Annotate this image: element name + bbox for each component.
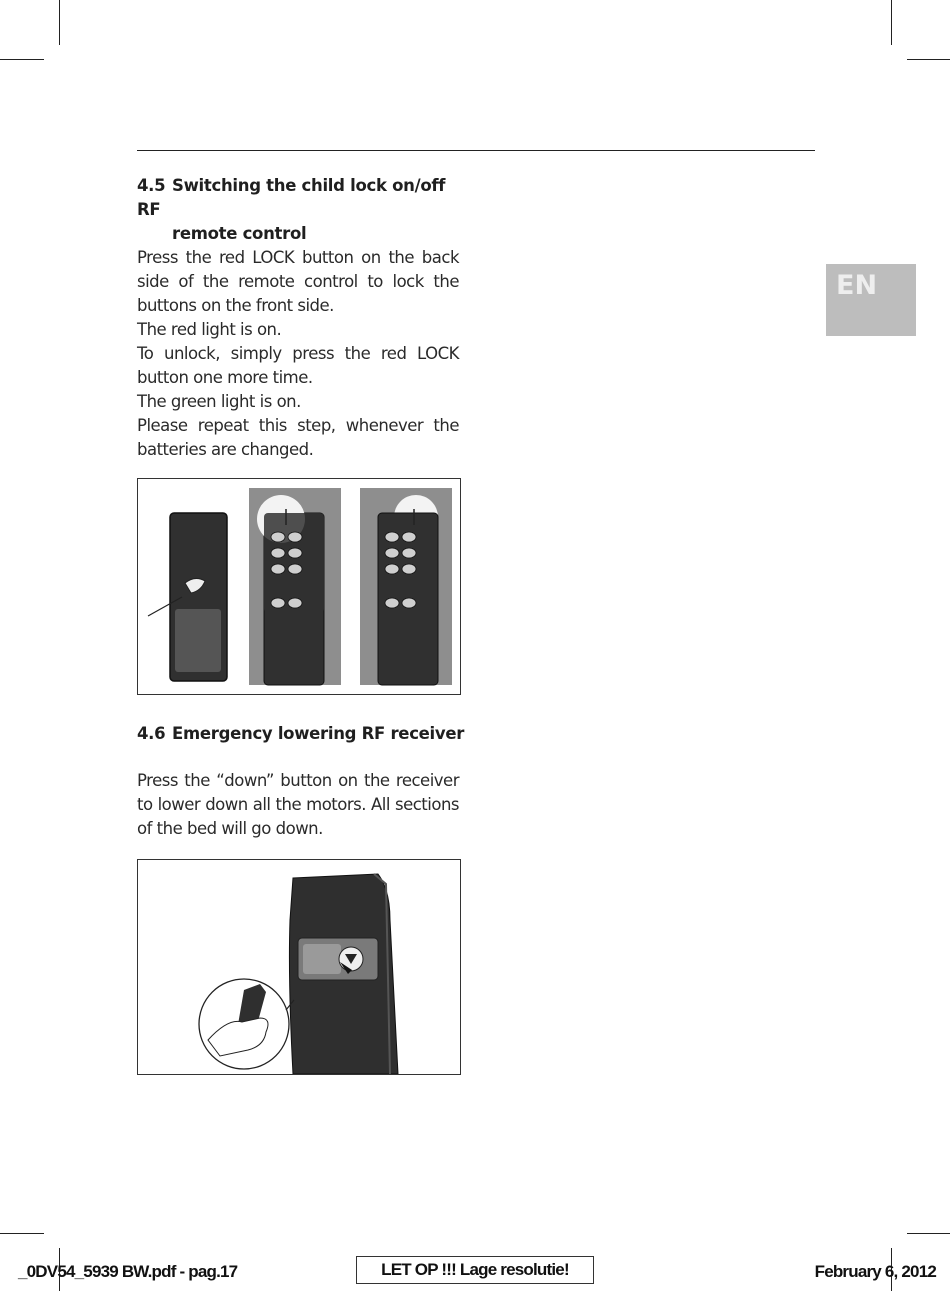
language-tab — [826, 264, 916, 336]
section-46-paragraph: Press the “down” button on the receiver to lower down all the motors. All sections of the bed will go down. — [137, 771, 459, 838]
crop-mark-bottom-left-h — [0, 1233, 44, 1234]
section-45-paragraph: Press the red LOCK button on the back side of the remote control to lock the buttons on the front side. — [137, 248, 459, 315]
receiver-icon — [289, 874, 398, 1074]
top-rule — [137, 150, 815, 151]
hand-pressing-icon — [199, 979, 294, 1069]
section-45-paragraph: The green light is on. — [137, 392, 301, 411]
footer-resolution-warning: LET OP !!! Lage resolutie! — [356, 1256, 594, 1284]
section-45-title-line1: Switching the child lock on/off RF — [137, 176, 446, 219]
section-45-number: 4.5 — [137, 176, 166, 195]
section-46-number: 4.6 — [137, 724, 166, 743]
section-46-heading — [137, 722, 467, 746]
section-45-paragraph: To unlock, simply press the red LOCK button one more time. — [137, 344, 459, 387]
language-tab-label: EN — [836, 270, 878, 301]
receiver-illustration — [138, 860, 460, 1074]
remote-controls-figure — [137, 478, 461, 695]
section-45-body — [137, 246, 459, 462]
section-45-title-line2: remote control — [172, 224, 307, 243]
crop-mark-top-right-h — [907, 59, 950, 60]
crop-mark-top-left-v — [59, 0, 60, 45]
section-45-paragraph: The red light is on. — [137, 320, 282, 339]
section-46-body — [137, 769, 459, 841]
remote-back-icon — [148, 513, 227, 681]
footer-filename: _0DV54_5939 BW.pdf - pag.17 — [18, 1262, 238, 1281]
section-45-heading — [137, 174, 467, 246]
remote-front-green-icon — [360, 488, 452, 685]
receiver-figure — [137, 859, 461, 1075]
footer-date: February 6, 2012 — [814, 1262, 936, 1281]
crop-mark-bottom-right-h — [907, 1233, 950, 1234]
crop-mark-top-left-h — [0, 59, 44, 60]
section-45-paragraph: Please repeat this step, whenever the batteries are changed. — [137, 416, 459, 459]
crop-mark-top-right-v — [891, 0, 892, 45]
remote-front-red-icon — [249, 488, 341, 685]
remote-controls-illustration — [138, 479, 460, 694]
section-46-title: Emergency lowering RF receiver — [172, 724, 465, 743]
